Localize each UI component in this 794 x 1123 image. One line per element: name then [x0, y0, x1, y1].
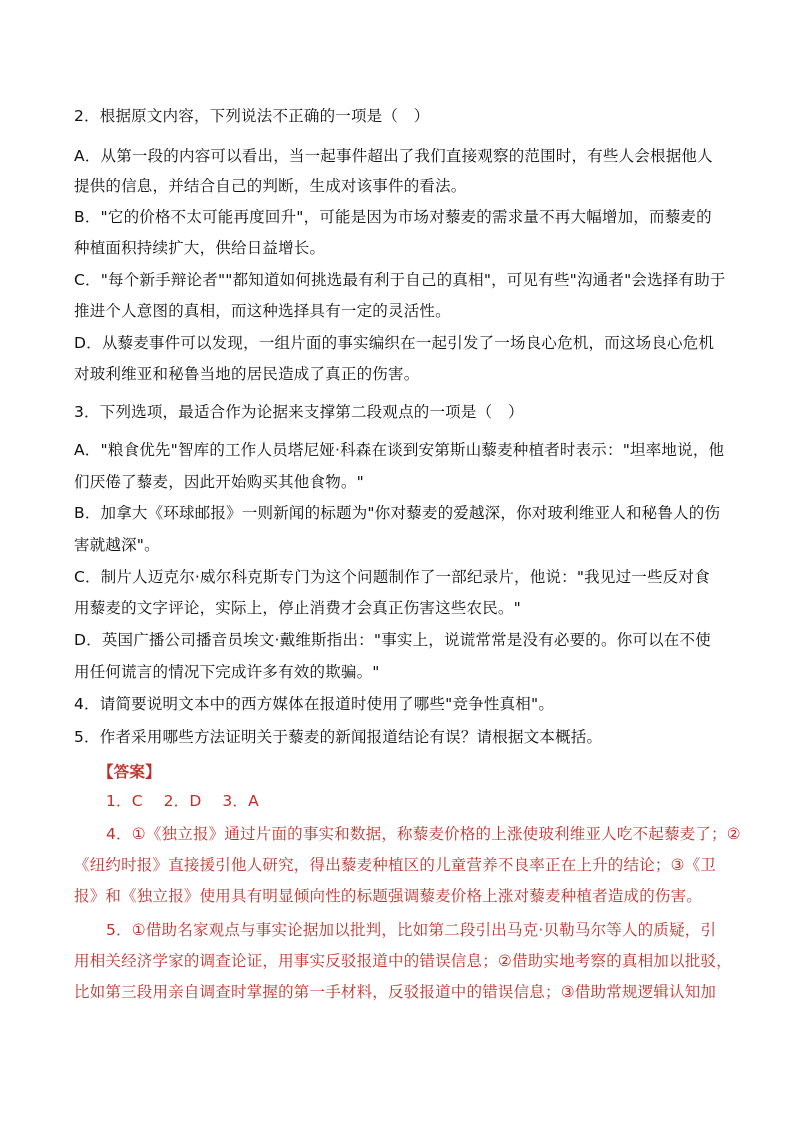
- answer-title: 【答案】: [98, 763, 161, 781]
- q4-stem: 4．请简要说明文本中的西方媒体在报道时使用了哪些"竞争性真相"。: [74, 695, 555, 713]
- answer-5-line3: 比如第三段用亲自调查时掌握的第一手材料，反驳报道中的错误信息；③借助常规逻辑认知加: [74, 983, 717, 1001]
- answer-5-line2: 用相关经济学家的调查论证，用事实反驳报道中的错误信息；②借助实地考察的真相加以批驳，: [74, 952, 732, 970]
- q2-option-a-line1: A．从第一段的内容可以看出，当一起事件超出了我们直接观察的范围时，有些人会根据他人: [74, 147, 713, 165]
- q2-option-c-line2: 推进个人意图的真相，而这种选择具有一定的灵活性。: [74, 302, 451, 320]
- q2-stem: 2．根据原文内容，下列说法不正确的一项是（ ）: [74, 107, 430, 125]
- q2-option-b-line1: B．"它的价格不太可能再度回升"，可能是因为市场对藜麦的需求量不再大幅增加，而藜麦的: [74, 208, 712, 226]
- q3-option-a-line2: 们厌倦了藜麦，因此开始购买其他食物。": [74, 473, 364, 491]
- q2-option-d-line1: D．从藜麦事件可以发现，一组片面的事实编织在一起引发了一场良心危机，而这场良心危机: [74, 334, 715, 352]
- answer-multiple-choice: 1．C 2．D 3．A: [106, 792, 259, 810]
- q2-option-a-line2: 提供的信息，并结合自己的判断，生成对该事件的看法。: [74, 177, 467, 195]
- q3-option-a-line1: A．"粮食优先"智库的工作人员塔尼娅·科森在谈到安第斯山藜麦种植者时表示："坦率地说，他: [74, 441, 725, 459]
- q3-option-c-line1: C．制片人迈克尔·威尔科克斯专门为这个问题制作了一部纪录片，他说："我见过一些反对食: [74, 568, 710, 586]
- q3-option-b-line1: B．加拿大《环球邮报》一则新闻的标题为"你对藜麦的爱越深，你对玻利维亚人和秘鲁人的伤: [74, 504, 721, 522]
- q2-option-d-line2: 对玻利维亚和秘鲁当地的居民造成了真正的伤害。: [74, 365, 420, 383]
- q5-stem: 5．作者采用哪些方法证明关于藜麦的新闻报道结论有误？请根据文本概括。: [74, 728, 603, 746]
- q3-option-b-line2: 害就越深"。: [74, 536, 160, 554]
- answer-4-line3: 报》和《独立报》使用具有明显倾向性的标题强调藜麦价格上涨对藜麦种植者造成的伤害。: [74, 887, 703, 905]
- q3-option-d-line2: 用任何谎言的情况下完成许多有效的欺骗。": [74, 663, 380, 681]
- q3-option-c-line2: 用藜麦的文字评论，实际上，停止消费才会真正伤害这些农民。": [74, 599, 521, 617]
- answer-5-line1: 5．①借助名家观点与事实论据加以批判，比如第二段引出马克·贝勒马尔等人的质疑，引: [106, 921, 717, 939]
- answer-4-line1: 4．①《独立报》通过片面的事实和数据，称藜麦价格的上涨使玻利维亚人吃不起藜麦了；②: [106, 825, 741, 843]
- q3-option-d-line1: D．英国广播公司播音员埃文·戴维斯指出："事实上，说谎常常是没有必要的。你可以在不使: [74, 631, 711, 649]
- q2-option-c-line1: C．"每个新手辩论者""都知道如何挑选最有利于自己的真相"，可见有些"沟通者"会选择有助于: [74, 271, 726, 289]
- q2-option-b-line2: 种植面积持续扩大，供给日益增长。: [74, 239, 326, 257]
- q3-stem: 3．下列选项，最适合作为论据来支撑第二段观点的一项是（ ）: [74, 403, 524, 421]
- answer-4-line2: 《纽约时报》直接援引他人研究，得出藜麦种植区的儿童营养不良率正在上升的结论；③《卫: [74, 856, 717, 874]
